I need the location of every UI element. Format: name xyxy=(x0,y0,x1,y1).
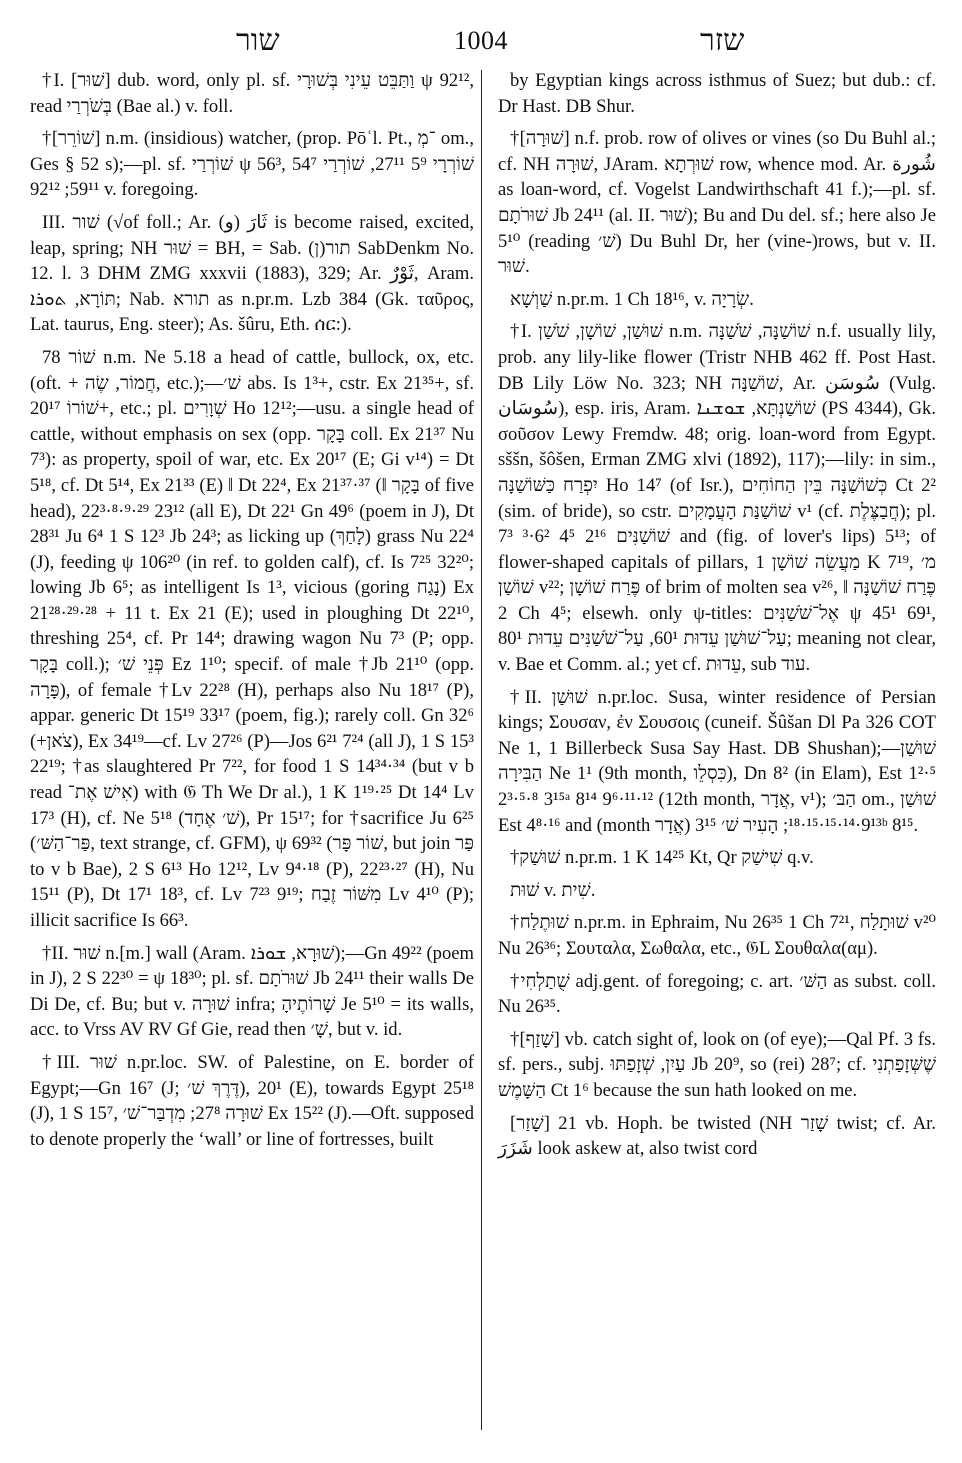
entry-shazaph: †[שָׁזַף] vb. catch sight of, look on (of eye);—Qal Pf. 3 fs. sf. pers., subj. עַיִן, שְׁזָפַתּוּ Jb 20⁹, so (rei) 28⁷; cf. שֶׁשְּׁזָפַתְנִי הַשָּׁמֶשׁ Ct 1⁶ because the sun hath looked on me. xyxy=(498,1028,936,1101)
entry-shur-wall: †II. שׁוּר n.[m.] wall (Aram. שׁוּרָא, ܫܘܪܐ);—Gn 49²² (poem in J), 2 S 22³⁰ = ψ 18³⁰; pl. sf. שׁוּרֹתָם Jb 24¹¹ their walls De Di De, cf. Bu; but v. שׁוּרָה infra; שָׁרוֹתֶיהָ Je 5¹⁰ = its walls, acc. to Vrss AV RV Gf Gie, read then שָׁ׳, but v. id. xyxy=(30,942,474,1041)
left-column xyxy=(30,68,474,1159)
header-left-headword: שור xyxy=(236,24,280,57)
entry-shushan-susa: †II. שׁוּשַׁן n.pr.loc. Susa, winter residence of Persian kings; Σουσαν, ἐν Σουσοις (cuneif. Šûšan Dl Pa 326 COT Ne 1, 1 Billerbeck Susa Say Hast. DB Shushan);—שׁוּשַׁן הַבִּירָה Ne 1¹ (9th month, כִּסְלֵו), Dn 8² (in Elam), Est 1²·⁵ 2³·⁵·⁸ 3¹⁵ᵃ 8¹⁴ 9⁶·¹¹·¹² (12th month, אֲדָר, v¹); הַבּ׳ om., שׁוּשַׁן Est 4⁸·¹⁶ and (month אֲדָר) 9¹³·¹⁴·¹⁵·¹⁵·¹⁸; הָעִיר שׁ׳ 3¹⁵ᵇ 8¹⁵. xyxy=(498,686,936,836)
header-right-headword: שזר xyxy=(700,24,745,57)
entry-shushaq: †שׁוּשַׁק n.pr.m. 1 K 14²⁵ Kt, Qr שִׁישַׁק q.v. xyxy=(510,847,814,869)
entry-shushan-lily: †I. שׁוּשַׁן, שׁוֹשָׁן, שֹׁשַׁן n.m. שׁוֹשַׁנָּה, שֹׁשַׁנָּה n.f. usually lily, prob. any lily-like flower (Tristr NHB 462 ff. Post Hast. DB Lily Löw No. 323; NH שׁוֹשַׁנָּה, Ar. سُوسَن (Vulg. سُوسَان), esp. iris, Aram. שׁוֹשַׁנְתָּא, ܫܘܫܢܐ (PS 4344), Gk. σοῦσον Lewy Fremdw. 48; orig. loan-word from Egypt. sššn, šôšen, Erman ZMG xlvi (1892), 117);—lily: in sim., יִפְרַח כַּשּׁוֹשַׁנָּה Ho 14⁷ (of Isr.), כְּשׁוֹשַׁנָּה בֵּין הַחוֹחִים Ct 2² (sim. of bride), so cstr. שׁוֹשַׁנַּת הָעֲמָקִים v¹ (cf. חֲבַצֶּלֶת); pl. שׁוֹשַׁנִּים 2¹⁶ 4⁵ 6²·³ 7³ and (fig. of lover's lips) 5¹³; of flower-shaped capitals of pillars, מַעֲשֵׂה שׁוֹשָׁן 1 K 7¹⁹, מ׳ שׁוֹשַׁן v²²; פֶּרַח שׁוֹשָׁן of brim of molten sea v²⁶, ‖ פֶּרַח שׁוֹשַׁנָּה 2 Ch 4⁵; elsewh. only ψ-titles: אֶל־שֹׁשַׁנִּים ψ 45¹ 69¹, עַל־שׁוּשַׁן עֵדוּת 60¹, עַל־שֹׁשַׁנִּים עֵדוּת 80¹; meaning not clear, v. Bae et Comm. al.; yet cf. עֵדוּת, sub עוד. xyxy=(498,321,937,676)
entry-shur-place-cont: by Egyptian kings across isthmus of Suez; but dub.: cf. Dr Hast. DB Shur. xyxy=(498,70,936,117)
right-column xyxy=(498,68,936,1169)
column-divider xyxy=(481,70,482,1430)
entry-shut: שׁוּת v. שִׁית. xyxy=(510,879,596,901)
entry-shorer: †[שׁוֹרֵר] n.m. (insidious) watcher, (prop. Pōʿl. Pt., ־מְ om., Ges § 52 s);—pl. sf. שׁוֹרְרַי ψ 56³, שׁוֹרְרָי 5⁹ 27¹¹, שׁוֹרְרַי 54⁷ 59¹¹; 92¹² v. foregoing. xyxy=(30,128,474,201)
entry-shurah: †[שׁוּרָה] n.f. prob. row of olives or vines (so Du Buhl al.; cf. NH שׁוּרָה, JAram. שׁוּרְתָא row, whence mod. Ar. شُورة as loan-word, cf. Vogelst Landwirthschaft 41 f.);—pl. sf. שׁוּרֹתָם Jb 24¹¹ (al. II. שׁוּר); Bu and Du del. sf.; here also Je 5¹⁰ (reading שׁ׳) Du Buhl Dr, her (vine-)rows, but v. II. שׁוּר. xyxy=(498,128,937,278)
entry-shur-i: †I. [שׁוּר] dub. word, only pl. sf. וַתַּבֵּט עֵינִי בְּשׁוּרָי ψ 92¹², read בְּשֹׁרְרַי (Bae al.) v. foll. xyxy=(30,70,475,117)
entry-shazar: [שָׁזַר] 21 vb. Hoph. be twisted (NH שָׁזַר twist; cf. Ar. شَزَرَ look askew at, also twist cord xyxy=(498,1112,936,1160)
entry-shavsha: שַׁוְשָׁא n.pr.m. 1 Ch 18¹⁶, v. שְׂרָיָה. xyxy=(510,288,754,310)
entry-shuthalhi: †שֻׁתַלְחִי adj.gent. of foregoing; c. art. הַשּׁ׳ as subst. coll. Nu 26³⁵. xyxy=(498,970,936,1018)
running-header xyxy=(0,22,962,68)
entry-shur-place: †III. שׁוּר n.pr.loc. SW. of Palestine, on E. border of Egypt;—Gn 16⁷ (J; דֶּרֶךְ שׁ׳), 20¹ (E), towards Egypt 25¹⁸ (J), 1 S 15⁷, שׁוּרָה 27⁸; מִדְבַּר־שׁ׳ Ex 15²² (J).—Oft. supposed to denote properly the ‘wall’ or line of fortresses, built xyxy=(30,1051,475,1150)
page-number: 1004 xyxy=(454,26,508,55)
entry-shuthelah: †שׁוּתֶלַח n.pr.m. in Ephraim, Nu 26³⁵ 1 Ch 7²¹, שׁוּתָלַח v²⁰ Nu 26³⁶; Σουταλα, Σωθαλα, etc., 𝔊L Σουθαλα(αμ). xyxy=(498,912,937,959)
entry-shur-root: III. שׁור (√of foll.; Ar. ثَارَ (و) is become raised, excited, leap, spring; NH שׁוּר = BH, = Sab. (ן)תור SabDenkm No. 12. l. 3 DHM ZMG xxxvii (1883), 329; Ar. ثَوْرٌ, Aram. תּוֹרָא, ܬܘܪܐ; Nab. תורא as n.pr.m. Lzb 384 (Gk. ταῦρος, Lat. taurus, Eng. steer); As. šûru, Eth. ሰር:). xyxy=(30,211,475,336)
entry-shor-ox: שׁוֹר 78 n.m. Ne 5.18 a head of cattle, bullock, ox, etc. (oft. + חֲמוֹר, שֶׂה, etc.);—שׁ׳ abs. Is 1³+, cstr. Ex 21³⁵+, sf. שׁוֹרוֹ 20¹⁷+, etc.; pl. שְׁוָרִים Ho 12¹²;—usu. a single head of cattle, without emphasis on sex (opp. בָּקָר coll. Ex 21³⁷ Nu 7³): as property, spoil of war, etc. Ex 20¹⁷ (E; Gi v¹⁴) = Dt 5¹⁸, cf. Dt 5¹⁴, Ex 21³³ (E) ‖ Dt 22⁴, Ex 21³⁷·³⁷ (‖ בָּקָר of five head), 22³·⁸·⁹·²⁹ 23¹² (all E), Dt 22¹ Gn 49⁶ (poem in J), Dt 28³¹ Ju 6⁴ 1 S 12³ Jb 24³; as licking up (לָחַךְ) grass Nu 22⁴ (J), feeding ψ 106²⁰ (in ref. to golden calf), cf. Is 7²⁵ 32²⁰; lowing Jb 6⁵; as intelligent Is 1³, vicious (goring נָגַח) Ex 21²⁸·²⁹·²⁸ + 11 t. Ex 21 (E); used in ploughing Dt 22¹⁰, threshing 25⁴, cf. Pr 14⁴; drawing wagon Nu 7³ (P; opp. בָּקָר coll.); פְּנֵי שׁ׳ Ez 1¹⁰; specif. of male †Jb 21¹⁰ (opp. פָּרָה), of female †Lv 22²⁸ (H), perhaps also Nu 18¹⁷ (P), appar. generic Dt 15¹⁹ 33¹⁷ (poem, fig.); rarely coll. Gn 32⁶ (+צֹאן), Ex 34¹⁹—cf. Lv 27²⁶ (P)—Jos 6²¹ 7²⁴ (all J), 1 S 15³ 22¹⁹; †as slaughtered Pr 7²², for food 1 S 14³⁴·³⁴ (but v b read אִישׁ אֶת־) with 𝔊 Th We Dr al.), 1 K 1¹⁹·²⁵ Dt 14⁴ Lv 17³ (H), cf. Ne 5¹⁸ (שׁ׳ אֶחָד), Pr 15¹⁷; for †sacrifice Ju 6²⁵ (פַּר־הַשּׁ׳, text strange, cf. GFM), ψ 69³² (שׁוֹר פָּר, but join פַּר to v b Bae), 2 S 6¹³ Ho 12¹², Lv 9⁴·¹⁸ (P), 22²³·²⁷ (H), Nu 15¹¹ (P), Dt 17¹ 18³, cf. Lv 7²³ 9¹⁹; מִשּׁוֹר זֶבַח Lv 4¹⁰ (P); illicit sacrifice Is 66³. xyxy=(30,346,475,931)
